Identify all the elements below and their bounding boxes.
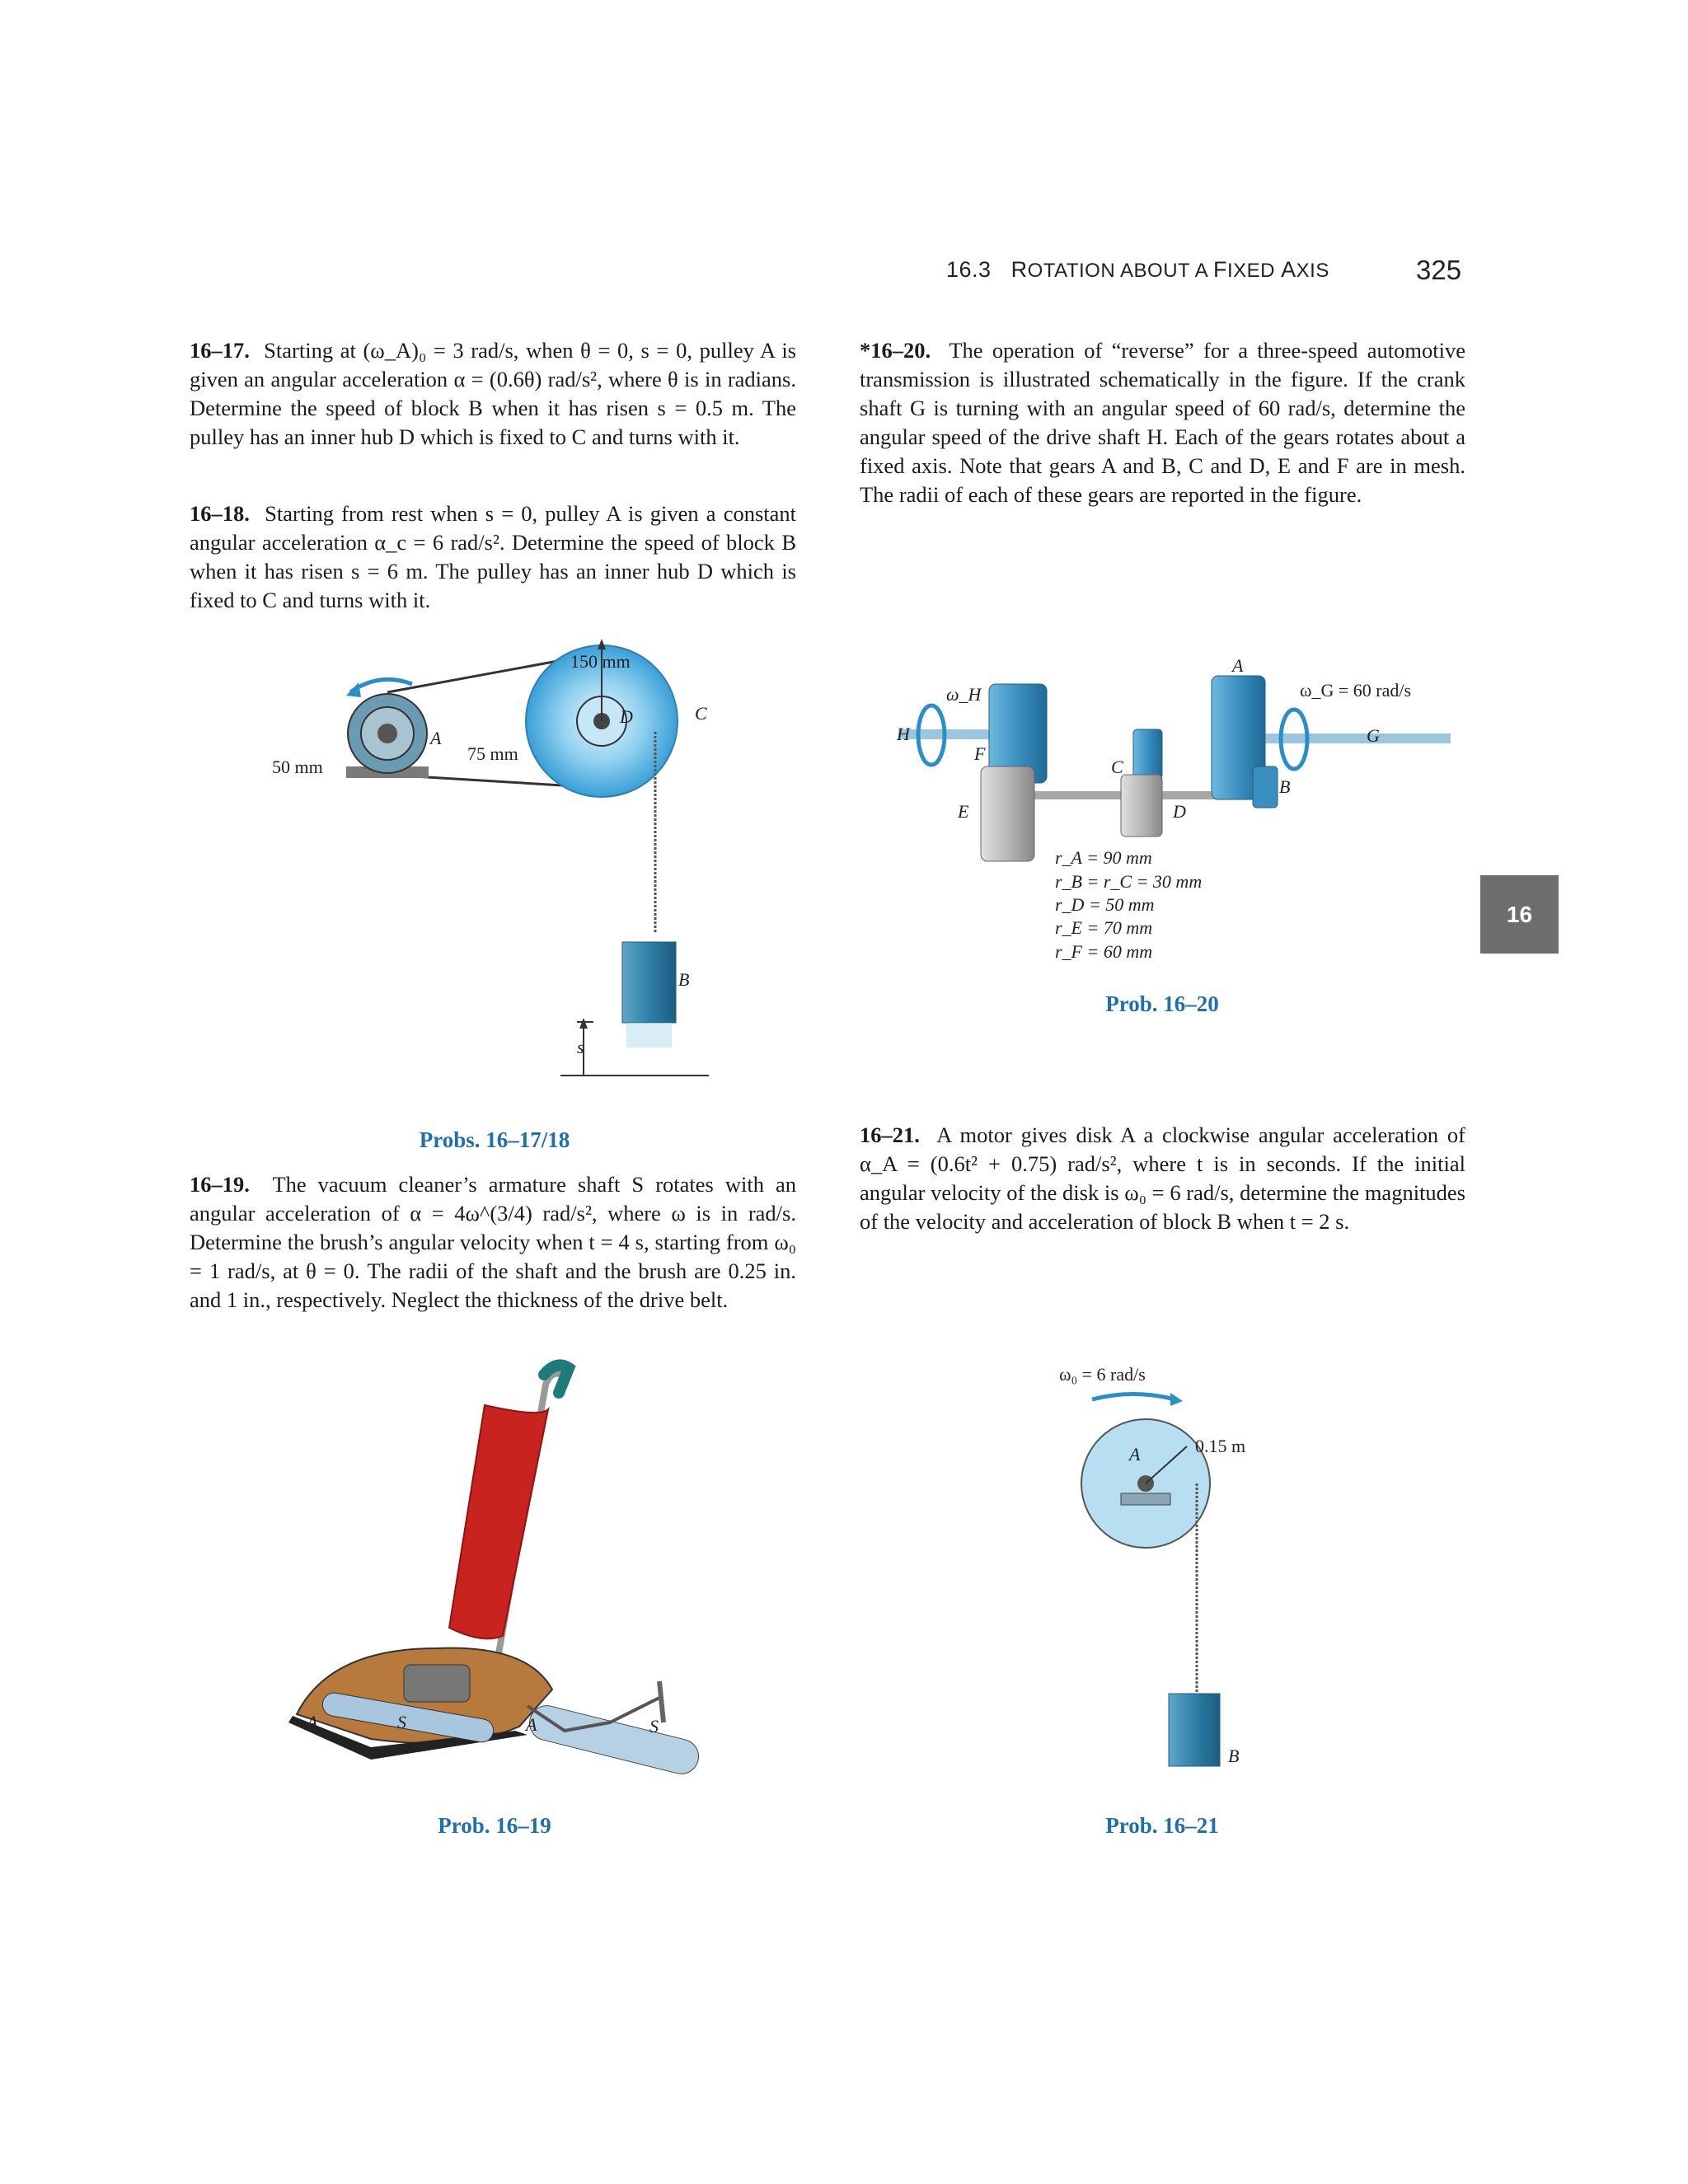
problem-16-19: 16–19. The vacuum cleaner’s armature shaft S rotates with an angular acceleration of α = 4ω^(3/4) rad/s², where ω is in rad/s. Determine the brush’s angular velocity when t = 4 s, starting from ω₀ = 1 rad/s, at θ = 0. The radii of the shaft and the brush are 0.25 in. and 1 in., respectively. Neglect the thickness of the drive belt. bbox=[190, 1172, 796, 1312]
radius-a: r_A = 90 mm bbox=[1055, 847, 1152, 868]
caption-probs-16-17-18: Probs. 16–17/18 bbox=[419, 1127, 570, 1152]
label-block-b: B bbox=[1228, 1746, 1240, 1766]
shaft-g bbox=[1245, 733, 1451, 743]
block-b bbox=[622, 942, 676, 1023]
label-d: D bbox=[620, 706, 633, 727]
gear-c bbox=[1133, 729, 1162, 779]
radius-e: r_E = 70 mm bbox=[1055, 917, 1153, 938]
figure-disk-block bbox=[1055, 1360, 1319, 1805]
label-c: C bbox=[695, 703, 707, 724]
label-a-base: A bbox=[307, 1712, 318, 1732]
label-shaft-h: H bbox=[897, 724, 910, 744]
label-shaft-g: G bbox=[1367, 725, 1380, 746]
brush-cylinder bbox=[526, 1702, 702, 1778]
label-omega-g: ω_G = 60 rad/s bbox=[1300, 680, 1412, 701]
caption-prob-16-21: Prob. 16–21 bbox=[1105, 1813, 1219, 1838]
label-gear-f: F bbox=[974, 743, 986, 764]
label-gear-b: B bbox=[1279, 776, 1291, 797]
label-s-brush: S bbox=[649, 1716, 659, 1736]
label-omega0: ω₀ = 6 rad/s bbox=[1059, 1364, 1146, 1385]
label-gear-d: D bbox=[1173, 801, 1186, 822]
caption-prob-16-20: Prob. 16–20 bbox=[1105, 991, 1219, 1016]
label-omega-h: ω_H bbox=[946, 684, 982, 705]
label-s: s bbox=[577, 1037, 584, 1057]
label-75mm: 75 mm bbox=[467, 743, 518, 764]
radius-d: r_D = 50 mm bbox=[1055, 894, 1155, 915]
block-b bbox=[1169, 1694, 1220, 1766]
chapter-tab: 16 bbox=[1480, 875, 1559, 954]
caption-prob-16-19: Prob. 16–19 bbox=[438, 1813, 551, 1838]
problem-16-18: 16–18. Starting from rest when s = 0, pulley A is given a constant angular acceleration α_c = 6 rad/s². Determine the speed of block B when it has risen s = 6 m. The pulley has an inner hub D which is fixed to C and turns with it. bbox=[190, 501, 796, 612]
figure-transmission-gears bbox=[890, 651, 1459, 997]
label-50mm: 50 mm bbox=[272, 757, 323, 777]
label-a-brush: A bbox=[526, 1714, 537, 1735]
figure-pulley-system bbox=[264, 635, 725, 1096]
label-radius: 0.15 m bbox=[1195, 1436, 1246, 1456]
vacuum-bag bbox=[449, 1405, 548, 1638]
label-s-base: S bbox=[397, 1712, 406, 1732]
label-gear-c: C bbox=[1111, 757, 1123, 777]
problem-16-17: 16–17. Starting at (ω_A)₀ = 3 rad/s, when θ = 0, s = 0, pulley A is given an angular acceleration α = (0.6θ) rad/s², where θ is in radians. Determine the speed of block B when it has risen s = 0.5 m. The pulley has an inner hub D which is fixed to C and turns with it. bbox=[190, 338, 796, 449]
omega-arrow-icon bbox=[1092, 1394, 1175, 1400]
radius-b-c: r_B = r_C = 30 mm bbox=[1055, 871, 1203, 892]
gear-d bbox=[1121, 775, 1162, 837]
label-gear-e: E bbox=[958, 801, 969, 822]
problem-16-20: *16–20. The operation of “reverse” for a three-speed automotive transmission is illustrated schematically in the figure. If the crank shaft G is turning with an angular speed of 60 rad/s, determine the angular speed of the drive shaft H. Each of the gears rotates about a fixed axis. Note that gears A and B, C and D, E and F are in mesh. The radii of each of these gears are reported in the figure. bbox=[860, 338, 1465, 507]
gear-e bbox=[981, 766, 1034, 861]
label-150mm: 150 mm bbox=[570, 651, 631, 672]
label-disk-a: A bbox=[1129, 1444, 1141, 1465]
label-b: B bbox=[678, 969, 690, 990]
problem-16-21: 16–21. A motor gives disk A a clockwise angular acceleration of α_A = (0.6t² + 0.75) rad/s², where t is in seconds. If the initial angular velocity of the disk is ω₀ = 6 rad/s, determine the magnitudes of the velocity and acceleration of block B when t = 2 s. bbox=[860, 1122, 1465, 1234]
page-number: 325 bbox=[1416, 255, 1462, 285]
figure-vacuum-cleaner bbox=[280, 1360, 717, 1805]
radius-f: r_F = 60 mm bbox=[1055, 941, 1153, 962]
label-a: A bbox=[430, 728, 442, 748]
gear-b bbox=[1253, 766, 1278, 808]
label-gear-a: A bbox=[1232, 655, 1244, 676]
running-head: 16.3 ROTATION ABOUT A FIXED AXIS bbox=[946, 257, 1329, 282]
